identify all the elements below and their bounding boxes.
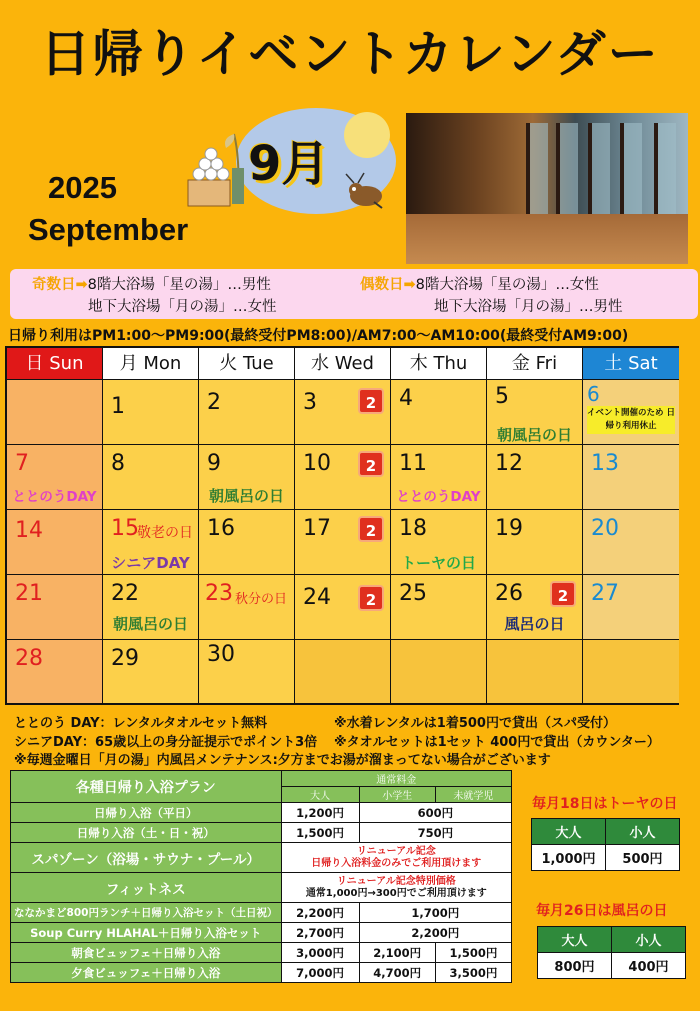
furo-adult-label: 大人 (538, 927, 612, 953)
price-adult: 3,000円 (281, 943, 359, 963)
closure-notice: イベント開催のため 日帰り利用休止 (587, 406, 675, 434)
note-maintenance: ※毎週金曜日「月の湯」内風呂メンテナンス:夕方までお湯が溜まってない場合がございます (14, 753, 551, 768)
page-title: 日帰りイベントカレンダー (40, 25, 660, 83)
event-furo: 風呂の日 (504, 615, 565, 633)
day-cell: 29 (103, 640, 199, 703)
day-cell: 5 朝風呂の日 (487, 380, 583, 445)
furo-child-price: 400円 (612, 953, 686, 979)
day-cell: 18 トーヤの日 (391, 510, 487, 575)
bath-assignment (10, 269, 698, 319)
price-preschool: 3,500円 (435, 963, 511, 983)
day-cell: 17 2 (295, 510, 391, 575)
price-student: 2,100円 (359, 943, 435, 963)
header-sun: 日 Sun (7, 348, 103, 380)
plan-name: 夕食ビュッフェ＋日帰り入浴 (11, 963, 282, 983)
day-cell: 19 (487, 510, 583, 575)
price-adult: 2,700円 (281, 923, 359, 943)
plan-name: フィットネス (11, 873, 282, 903)
plan-note: リニューアル記念特別価格 通常1,000円→300円でご利用頂けます (281, 873, 511, 903)
note-senior: シニアDAY：65歳以上の身分証提示でポイント3倍 (14, 735, 318, 750)
event-badge-icon: 2 (358, 516, 384, 542)
price-adult: 2,200円 (281, 903, 359, 923)
price-header: 通常料金 (281, 771, 511, 787)
day-cell-empty (487, 640, 583, 703)
day-cell: 15 敬老の日 シニアDAY (103, 510, 199, 575)
day-cell: 1 (103, 380, 199, 445)
event-badge-icon: 2 (358, 585, 384, 611)
spa-photo (406, 113, 688, 264)
event-asaburo: 朝風呂の日 (112, 615, 188, 633)
header-sat: 土 Sat (583, 348, 679, 380)
day-cell: 11 ととのうDAY (391, 445, 487, 510)
day-cell: 16 (199, 510, 295, 575)
header-thu: 木 Thu (391, 348, 487, 380)
furo-child-label: 小人 (612, 927, 686, 953)
day-cell: 3 2 (295, 380, 391, 445)
price-child: 1,700円 (359, 903, 511, 923)
day-cell: 14 (7, 510, 103, 575)
note-swimwear: ※水着レンタルは1着500円で貸出（スパ受付） (334, 716, 616, 731)
col-preschool: 未就学児 (435, 787, 511, 803)
event-senior: シニアDAY (111, 554, 190, 572)
day-cell: 13 (583, 445, 679, 510)
toya-child-label: 小人 (606, 819, 680, 845)
toya-title: 毎月18日はトーヤの日 (532, 796, 678, 812)
toya-adult-label: 大人 (532, 819, 606, 845)
even-day-line2: 地下大浴場「月の湯」…男性 (434, 299, 623, 315)
event-toya: トーヤの日 (400, 554, 476, 572)
toya-price-table (531, 818, 680, 871)
event-badge-icon: 2 (358, 451, 384, 477)
month-en-label: September (28, 212, 189, 247)
even-day-line1: 偶数日➡8階大浴場「星の湯」…女性 (360, 277, 599, 293)
day-cell: 27 (583, 575, 679, 640)
day-cell: 12 (487, 445, 583, 510)
price-child: 600円 (359, 803, 511, 823)
plan-name: ななかまど800円ランチ＋日帰り入浴セット（土日祝） (11, 903, 282, 923)
day-cell: 7 ととのうDAY (7, 445, 103, 510)
day-cell: 23 秋分の日 (199, 575, 295, 640)
day-cell: 2 (199, 380, 295, 445)
plan-header: 各種日帰り入浴プラン (11, 771, 282, 803)
odd-day-line2: 地下大浴場「月の湯」…女性 (88, 299, 277, 315)
event-asaburo: 朝風呂の日 (208, 487, 284, 505)
day-cell-empty (7, 380, 103, 445)
price-preschool: 1,500円 (435, 943, 511, 963)
header-mon: 月 Mon (103, 348, 199, 380)
note-towel: ※タオルセットは1セット 400円で貸出（カウンター） (334, 735, 660, 750)
plan-note: リニューアル記念 日帰り入浴料金のみでご利用頂けます (281, 843, 511, 873)
day-cell: 9 朝風呂の日 (199, 445, 295, 510)
event-totonou: ととのうDAY (12, 489, 97, 505)
price-adult: 1,200円 (281, 803, 359, 823)
price-child: 750円 (359, 823, 511, 843)
price-adult: 7,000円 (281, 963, 359, 983)
col-student: 小学生 (359, 787, 435, 803)
holiday-label: 秋分の日 (235, 592, 288, 607)
plan-name: スパゾーン（浴場・サウナ・プール） (11, 843, 282, 873)
day-cell-empty (295, 640, 391, 703)
day-cell: 28 (7, 640, 103, 703)
plan-name: 日帰り入浴（土・日・祝） (11, 823, 282, 843)
calendar (5, 346, 679, 705)
note-totonou: ととのう DAY：レンタルタオルセット無料 (14, 716, 268, 731)
header-fri: 金 Fri (487, 348, 583, 380)
month-jp: 9月 (248, 136, 330, 192)
furo-title: 毎月26日は風呂の日 (536, 903, 668, 919)
header-tue: 火 Tue (199, 348, 295, 380)
event-badge-icon: 2 (550, 581, 576, 607)
hours-info: 日帰り利用はPM1:00〜PM9:00(最終受付PM8:00)/AM7:00〜AM10:00(最終受付AM9:00) (8, 328, 629, 344)
event-totonou: ととのうDAY (396, 489, 481, 505)
day-cell: 8 (103, 445, 199, 510)
holiday-label: 敬老の日 (137, 525, 193, 541)
price-child: 2,200円 (359, 923, 511, 943)
day-cell-empty (391, 640, 487, 703)
price-adult: 1,500円 (281, 823, 359, 843)
day-cell: 24 2 (295, 575, 391, 640)
plan-table (10, 770, 512, 983)
year-label: 2025 (48, 170, 117, 205)
day-cell: 21 (7, 575, 103, 640)
day-cell: 10 2 (295, 445, 391, 510)
price-student: 4,700円 (359, 963, 435, 983)
cricket-icon (344, 172, 386, 210)
tsukimi-dango-icon (182, 128, 252, 210)
col-adult: 大人 (281, 787, 359, 803)
event-asaburo: 朝風呂の日 (496, 426, 572, 444)
toya-adult-price: 1,000円 (532, 845, 606, 871)
odd-day-line1: 奇数日➡8階大浴場「星の湯」…男性 (32, 277, 271, 293)
day-cell: 30 (199, 640, 295, 703)
day-cell: 4 (391, 380, 487, 445)
day-cell: 20 (583, 510, 679, 575)
day-cell: 22 朝風呂の日 (103, 575, 199, 640)
day-cell: 26 2 風呂の日 (487, 575, 583, 640)
plan-name: Soup Curry HLAHAL＋日帰り入浴セット (11, 923, 282, 943)
day-cell: 6 イベント開催のため 日帰り利用休止 (583, 380, 679, 445)
header-wed: 水 Wed (295, 348, 391, 380)
moon-icon (344, 112, 390, 158)
event-badge-icon: 2 (358, 388, 384, 414)
furo-adult-price: 800円 (538, 953, 612, 979)
toya-child-price: 500円 (606, 845, 680, 871)
plan-name: 朝食ビュッフェ＋日帰り入浴 (11, 943, 282, 963)
day-cell: 25 (391, 575, 487, 640)
plan-name: 日帰り入浴（平日） (11, 803, 282, 823)
day-cell-empty (583, 640, 679, 703)
furo-price-table (537, 926, 686, 979)
